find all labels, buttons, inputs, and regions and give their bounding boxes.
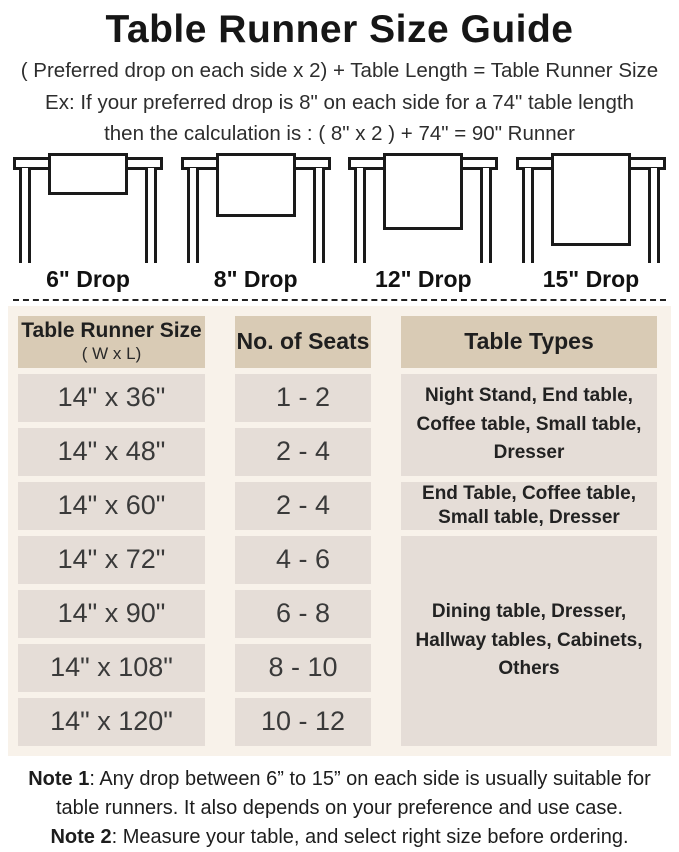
- size-cell: 14" x 36": [18, 374, 205, 422]
- note-2-label: Note 2: [50, 825, 112, 848]
- seats-cell: 2 - 4: [235, 482, 371, 530]
- seats-cell: 10 - 12: [235, 698, 371, 746]
- diagram-12-drop: [348, 153, 498, 293]
- table-runner: [48, 153, 128, 195]
- drop-diagrams-row: [0, 153, 679, 293]
- size-guide-table: [8, 306, 671, 756]
- drop-label: 6" Drop: [46, 265, 130, 292]
- note-1-text: : Any drop between 6” to 15” on each side is usually suitable for table runners. It also depends on your preference and use case.: [55, 767, 651, 819]
- size-cell: 14" x 60": [18, 482, 205, 530]
- notes-section: [0, 765, 679, 852]
- table-runner: [551, 153, 631, 246]
- size-cell: 14" x 108": [18, 644, 205, 692]
- header-seats-title: No. of Seats: [236, 328, 370, 355]
- table-illustration: [348, 153, 498, 263]
- seats-cell: 6 - 8: [235, 590, 371, 638]
- dashed-divider: [13, 299, 666, 301]
- table-illustration: [13, 153, 163, 263]
- example-line-1: Ex: If your preferred drop is 8" on each side for a 74" table length: [45, 90, 634, 114]
- seats-cell: 2 - 4: [235, 428, 371, 476]
- size-cell: 14" x 48": [18, 428, 205, 476]
- formula-line: ( Preferred drop on each side x 2) + Table Length = Table Runner Size: [20, 59, 659, 82]
- table-leg-right: [648, 168, 660, 263]
- page-title: Table Runner Size Guide: [105, 8, 574, 51]
- table-types-cell: End Table, Coffee table, Small table, Dresser: [401, 482, 657, 530]
- table-leg-right: [145, 168, 157, 263]
- header-table-types-title: Table Types: [464, 328, 594, 355]
- seats-cell: 8 - 10: [235, 644, 371, 692]
- table-leg-left: [522, 168, 534, 263]
- drop-label: 15" Drop: [542, 265, 640, 292]
- diagram-15-drop: [516, 153, 666, 293]
- table-runner: [383, 153, 463, 230]
- drop-label: 12" Drop: [375, 265, 472, 292]
- table-illustration: [516, 153, 666, 263]
- table-illustration: [181, 153, 331, 263]
- table-leg-right: [480, 168, 492, 263]
- diagram-8-drop: [181, 153, 331, 293]
- table-types-cell: Night Stand, End table, Coffee table, Small table, Dresser: [401, 374, 657, 476]
- header-runner-size: [18, 316, 205, 368]
- table-leg-left: [19, 168, 31, 263]
- table-runner: [216, 153, 296, 217]
- example-line-2: then the calculation is : ( 8" x 2 ) + 74" = 90" Runner: [104, 122, 575, 146]
- note-2-text: : Measure your table, and select right size before ordering.: [111, 825, 629, 848]
- diagram-6-drop: [13, 153, 163, 293]
- table-types-cell: Dining table, Dresser, Hallway tables, Cabinets, Others: [401, 536, 657, 746]
- size-cell: 14" x 90": [18, 590, 205, 638]
- header-runner-size-title: Table Runner Size: [21, 319, 202, 343]
- seats-cell: 4 - 6: [235, 536, 371, 584]
- header-table-types: [401, 316, 657, 368]
- header-runner-size-sub: ( W x L): [81, 344, 142, 364]
- table-leg-left: [354, 168, 366, 263]
- note-1-label: Note 1: [28, 767, 90, 790]
- table-leg-left: [187, 168, 199, 263]
- table-leg-right: [313, 168, 325, 263]
- drop-label: 8" Drop: [213, 265, 298, 292]
- note-1: [10, 765, 669, 823]
- size-cell: 14" x 72": [18, 536, 205, 584]
- header-seats: [235, 316, 371, 368]
- seats-cell: 1 - 2: [235, 374, 371, 422]
- size-cell: 14" x 120": [18, 698, 205, 746]
- note-2: [10, 823, 669, 852]
